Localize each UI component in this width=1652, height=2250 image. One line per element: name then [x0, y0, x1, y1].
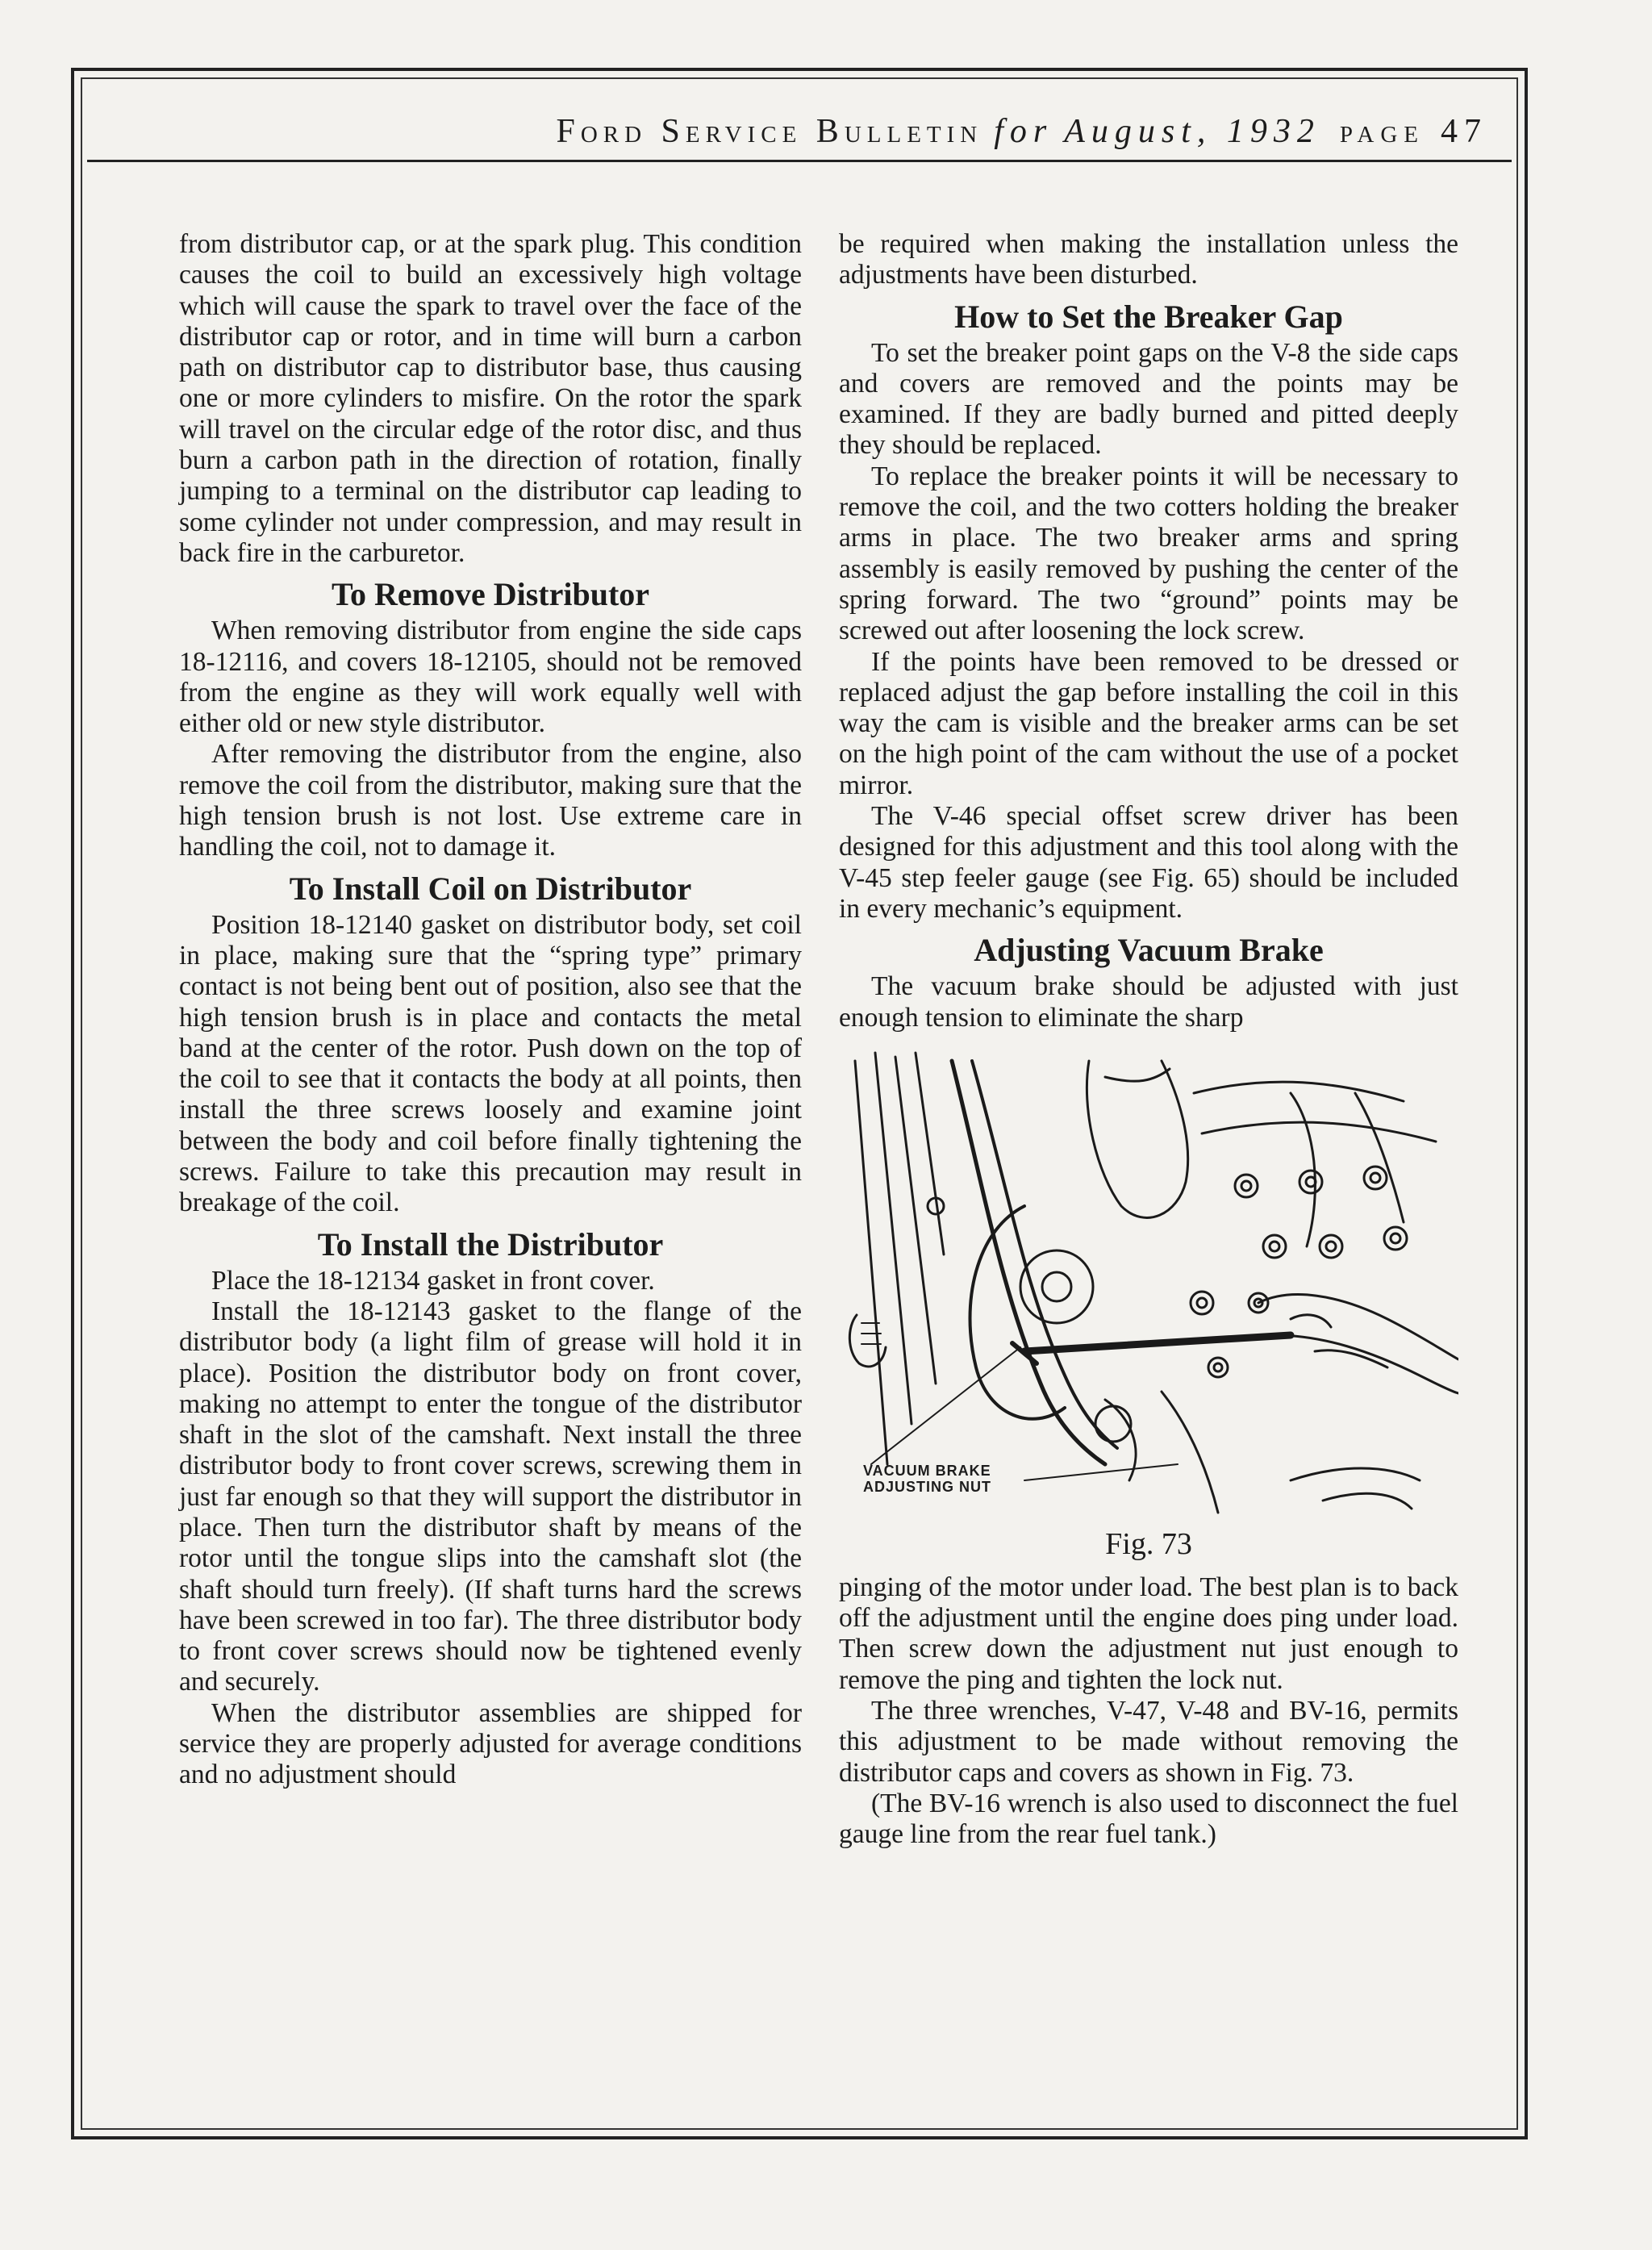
paragraph: The vacuum brake should be adjusted with just enough tension to eliminate the sharp [839, 971, 1458, 1033]
paragraph: from distributor cap, or at the spark plug. This condition causes the coil to build an excessively high voltage which will cause the spark to travel over the face of the distributor cap or rotor, and in time will burn a carbon path on distributor cap to distributor base, thus causing one or more cylinders to misfire. On the rotor the spark will travel on the circular edge of the rotor disc, and thus burn a carbon path in the direction of rotation, finally jumping to a terminal on the distributor cap leading to some cylinder not under compression, and may result in back fire in the carburetor. [179, 229, 802, 568]
page-label: page [1339, 113, 1425, 150]
header-rule [87, 160, 1512, 162]
paragraph: Install the 18-12143 gasket to the flange of the distributor body (a light film of grease will hold it in place). Position the distributor body on front cover, making no attempt to enter the tongue of the distributor shaft in the slot of the camshaft. Next install the three distributor body to front cover screws, screwing them in just far enough so that they will support the distributor in place. Then turn the distributor shaft by means of the rotor until the tongue slips into the camshaft slot (the shaft should turn freely). (If shaft turns hard the screws have been screwed in too far). The three distributor body to front cover screws should now be tightened evenly and securely. [179, 1296, 802, 1697]
paragraph: After removing the distributor from the engine, also remove the coil from the distributor, making sure that the high tension brush is not lost. Use extreme care in handling the coil, not to damage it. [179, 739, 802, 862]
running-header [87, 106, 1512, 157]
publisher-title: Ford Service Bulletin [556, 113, 983, 150]
right-column [839, 229, 1458, 1851]
figure-caption: Fig. 73 [1105, 1526, 1192, 1561]
figure-callout-label: VACUUM BRAKE ADJUSTING NUT [863, 1462, 992, 1495]
header-for: for [994, 113, 1053, 150]
section-heading-remove-distributor: To Remove Distributor [331, 576, 650, 613]
left-column [179, 229, 802, 1791]
engine-illustration [839, 1045, 1458, 1529]
paragraph: be required when making the installation unless the adjustments have been disturbed. [839, 229, 1458, 290]
figure-73 [839, 1045, 1458, 1567]
paragraph: The three wrenches, V-47, V-48 and BV-16, permits this adjustment to be made without removing the distributor caps and covers as shown in Fig. 73. [839, 1696, 1458, 1788]
page-number: 47 [1441, 113, 1487, 150]
paragraph: When removing distributor from engine the side caps 18-12116, and covers 18-12105, should not be removed from the engine as they will work equally well with either old or new style distributor. [179, 616, 802, 739]
section-heading-install-distributor: To Install the Distributor [317, 1225, 664, 1263]
paragraph: Position 18-12140 gasket on distributor body, set coil in place, making sure that the “spring type” primary contact is not being bent out of position, also see that the high tension brush is in place and contacts the metal band at the center of the rotor. Push down on the top of the coil to see that it contacts the body at all points, then install the three screws loosely and examine joint between the body and coil before finally tightening the screws. Failure to take this precaution may result in breakage of the coil. [179, 909, 802, 1218]
paragraph: (The BV-16 wrench is also used to disconnect the fuel gauge line from the rear fuel tank.) [839, 1788, 1458, 1850]
paragraph: Place the 18-12134 gasket in front cover. [211, 1265, 655, 1296]
paragraph: The V-46 special offset screw driver has been designed for this adjustment and this tool along with the V-45 step feeler gauge (see Fig. 65) should be included in every mechanic’s equipment. [839, 801, 1458, 924]
paragraph: When the distributor assemblies are shipped for service they are properly adjusted for average conditions and no adjustment should [179, 1697, 802, 1790]
paragraph: If the points have been removed to be dressed or replaced adjust the gap before installing the coil in this way the cam is visible and the breaker arms can be set on the high point of the cam without the use of a pocket mirror. [839, 646, 1458, 800]
section-heading-breaker-gap: How to Set the Breaker Gap [954, 298, 1343, 335]
paragraph: To replace the breaker points it will be necessary to remove the coil, and the two cotters holding the breaker arms in place. The two breaker arms and spring assembly is easily removed by pushing the center of the spring forward. The two “ground” points may be screwed out after loosening the lock screw. [839, 461, 1458, 646]
section-heading-install-coil: To Install Coil on Distributor [289, 870, 692, 907]
section-heading-vacuum-brake: Adjusting Vacuum Brake [974, 932, 1324, 969]
header-date: August, 1932 [1064, 113, 1320, 150]
paragraph: To set the breaker point gaps on the V-8 the side caps and covers are removed and the points may be examined. If they are badly burned and pitted deeply they should be replaced. [839, 337, 1458, 461]
paragraph: pinging of the motor under load. The best plan is to back off the adjustment until the engine does ping under load. Then screw down the adjustment nut just enough to remove the ping and tighten the lock nut. [839, 1572, 1458, 1695]
